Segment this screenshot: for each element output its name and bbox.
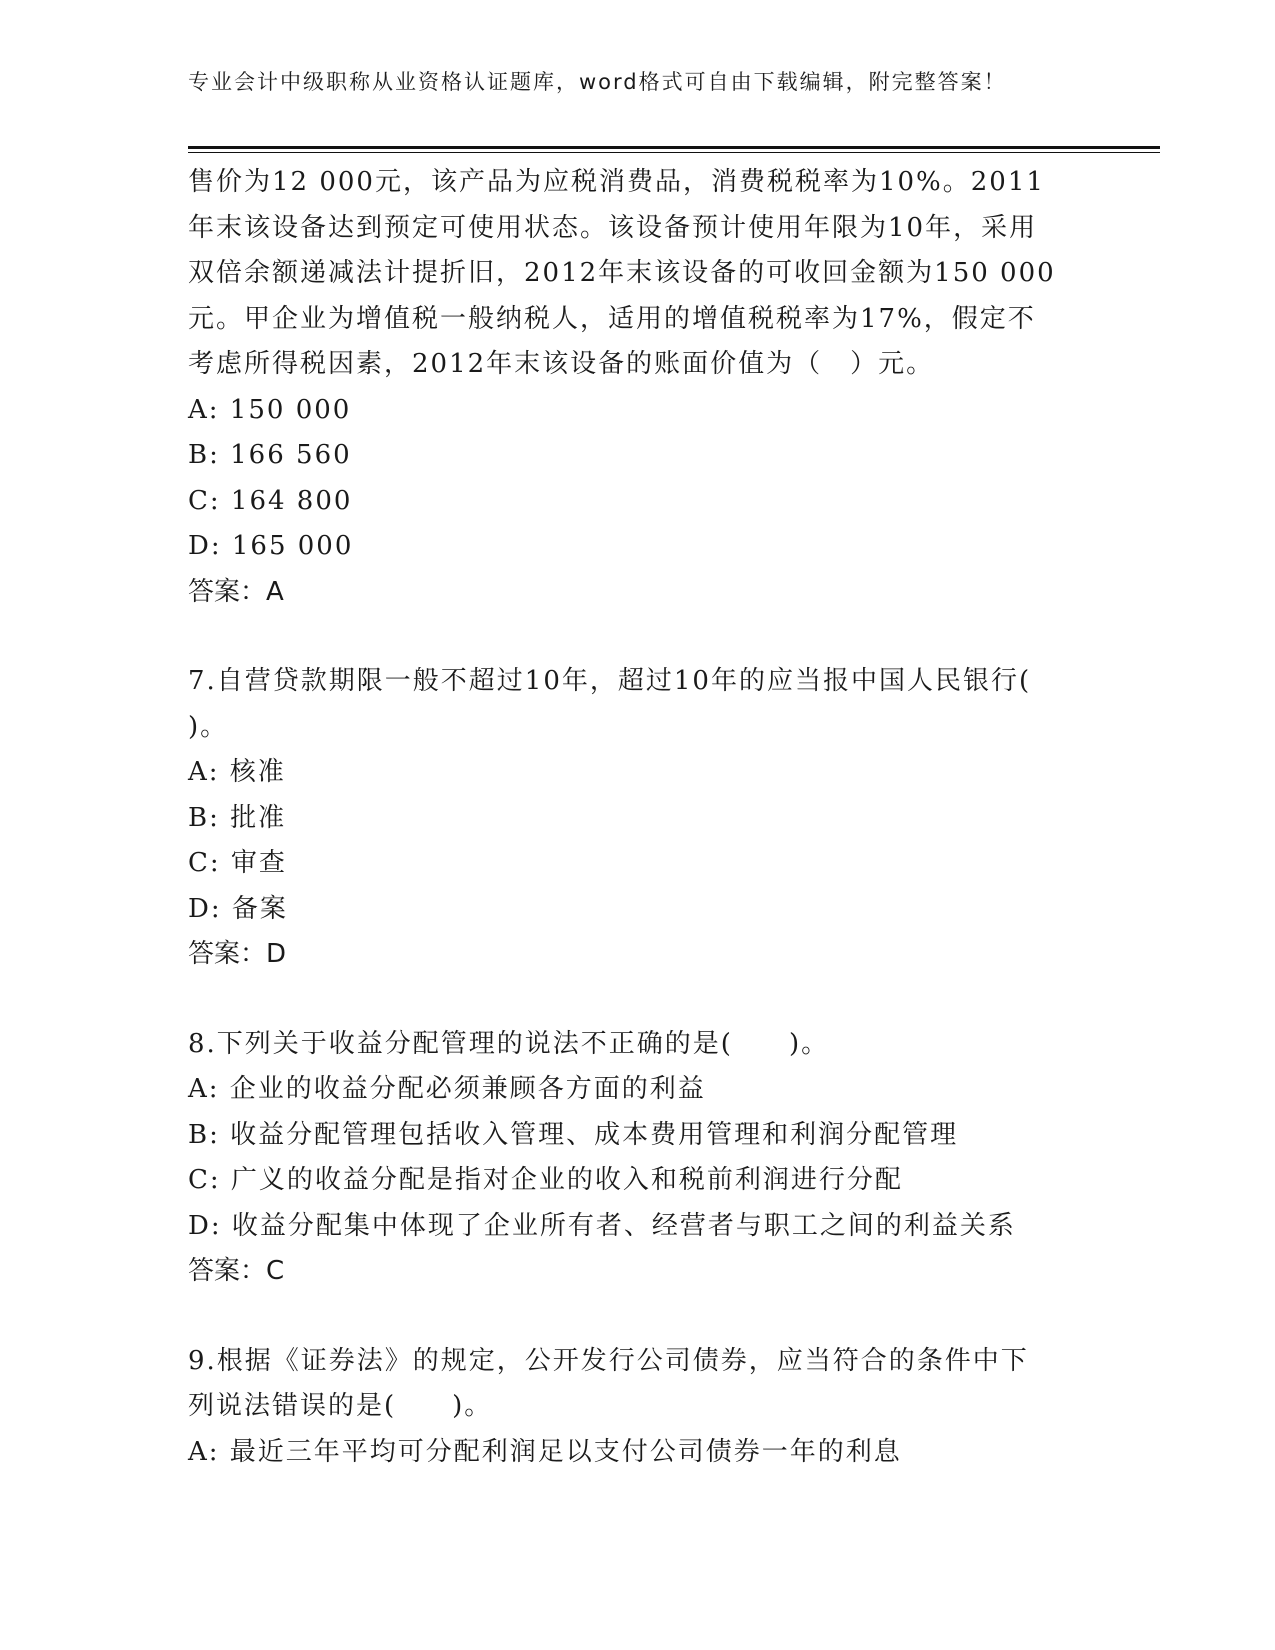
option-a: A: 最近三年平均可分配利润足以支付公司债券一年的利息 (188, 1436, 902, 1467)
option-c: C: 广义的收益分配是指对企业的收入和税前利润进行分配 (188, 1165, 903, 1195)
option-a: A: 企业的收益分配必须兼顾各方面的利益 (188, 1074, 706, 1104)
question-6 (188, 160, 1088, 615)
question-text-line: 8.下列关于收益分配管理的说法不正确的是( )。 (188, 1028, 830, 1059)
option-c: C: 164 800 (188, 485, 353, 516)
option-b: B: 收益分配管理包括收入管理、成本费用管理和利润分配管理 (188, 1119, 959, 1150)
question-text-line: 列说法错误的是( )。 (188, 1391, 493, 1421)
question-9 (188, 1339, 1088, 1476)
answer-line: 答案：C (188, 1256, 285, 1286)
option-c: C: 审查 (188, 848, 287, 878)
option-a: A: 150 000 (188, 394, 352, 425)
option-a: A: 核准 (188, 757, 286, 787)
option-d: D: 165 000 (188, 531, 354, 561)
question-spacer (188, 978, 1088, 1022)
question-spacer (188, 615, 1088, 659)
question-text-line: 7.自营贷款期限一般不超过10年，超过10年的应当报中国人民银行( (188, 666, 1032, 696)
question-7 (188, 659, 1088, 978)
document-body (188, 160, 1088, 1475)
answer-line: 答案：D (188, 939, 287, 969)
header-double-rule (188, 146, 1160, 153)
answer-line: 答案：A (188, 576, 284, 607)
option-b: B: 批准 (188, 802, 287, 833)
option-d: D: 备案 (188, 893, 288, 924)
option-d: D: 收益分配集中体现了企业所有者、经营者与职工之间的利益关系 (188, 1210, 1016, 1241)
page-header: 专业会计中级职称从业资格认证题库，word格式可自由下载编辑，附完整答案！ (188, 70, 1007, 94)
question-text-line: 9.根据《证券法》的规定，公开发行公司债券，应当符合的条件中下 (188, 1345, 1029, 1376)
question-text-line: 双倍余额递减法计提折旧，2012年末该设备的可收回金额为150 000 (188, 258, 1056, 288)
question-text-line: )。 (188, 711, 229, 742)
question-spacer (188, 1295, 1088, 1339)
question-text-line: 考虑所得税因素，2012年末该设备的账面价值为（ ）元。 (188, 349, 935, 379)
question-text-line: 售价为12 000元，该产品为应税消费品，消费税税率为10%。2011 (188, 167, 1045, 197)
question-text-line: 年末该设备达到预定可使用状态。该设备预计使用年限为10年，采用 (188, 212, 1038, 243)
question-text-line: 元。甲企业为增值税一般纳税人，适用的增值税税率为17%，假定不 (188, 303, 1036, 334)
question-8 (188, 1022, 1088, 1295)
option-b: B: 166 560 (188, 440, 352, 470)
